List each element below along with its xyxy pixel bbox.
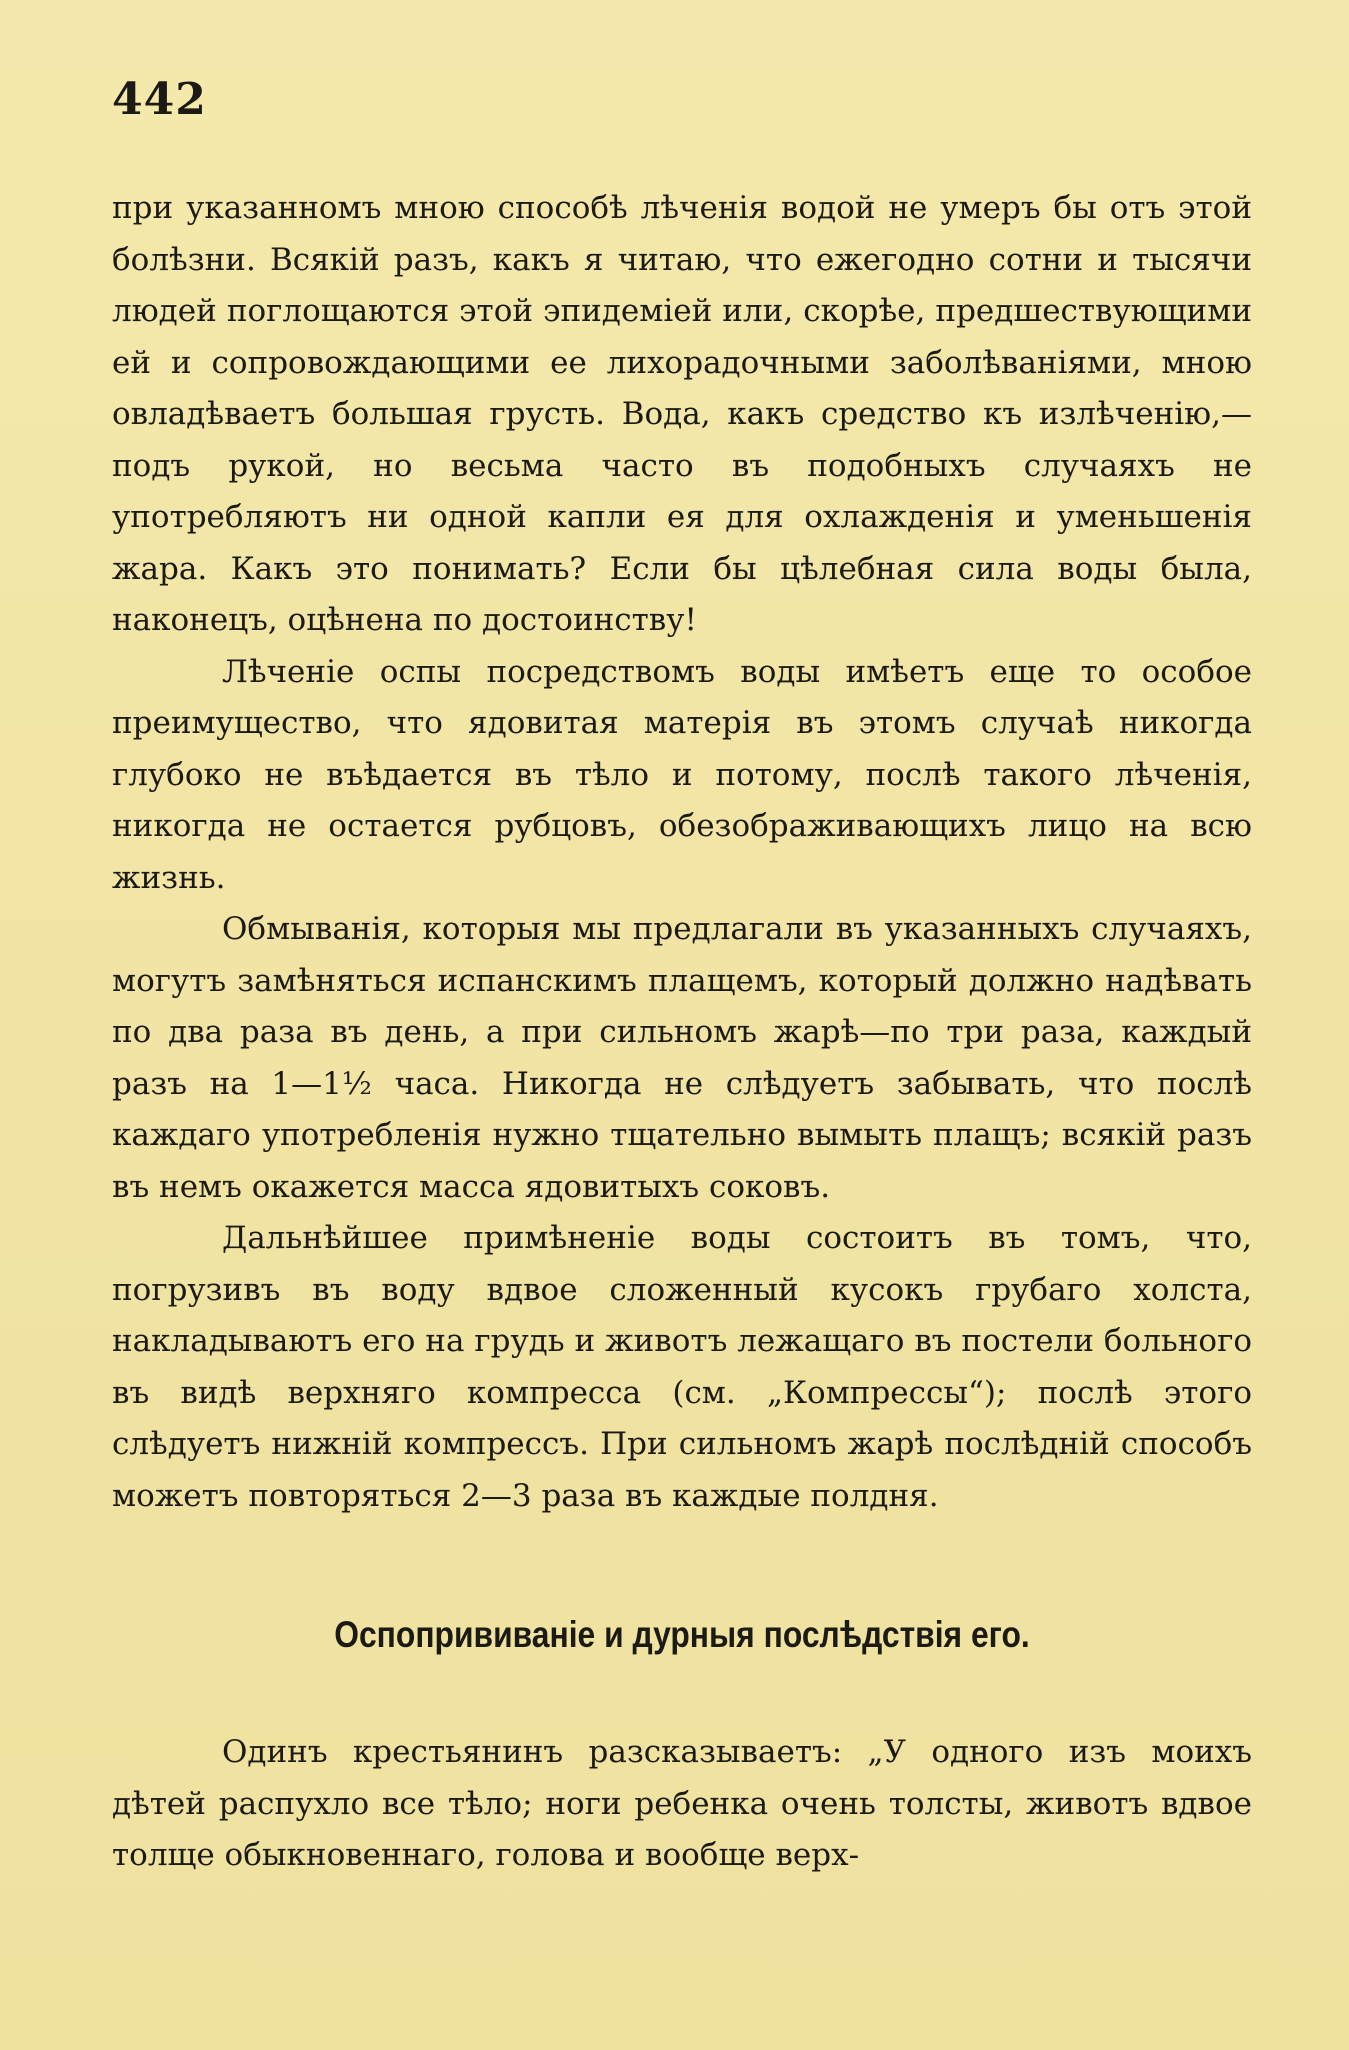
page-number: 442 [112,74,207,125]
paragraph: Дальнѣйшее примѣненіе воды состоитъ въ томъ, что, погрузивъ въ воду вдвое сложенный кусокъ грубаго холста, накладываютъ его на грудь и животъ лежащаго въ постели больного въ видѣ верхняго компресса (см. „Компрессы“); послѣ этого слѣдуетъ нижній компрессъ. При сильномъ жарѣ послѣдній способъ можетъ повторяться 2—3 раза въ каждые полдня. [112,1220,1252,1514]
paragraph: Лѣченіе оспы посредствомъ воды имѣетъ еще то особое преимущество, что ядовитая матерія въ этомъ случаѣ никогда глубоко не въѣдается въ тѣло и потому, послѣ такого лѣченія, никогда не остается рубцовъ, обезображивающихъ лицо на всю жизнь. [112,653,1252,896]
body-text [112,183,1252,1522]
paragraph: Обмыванія, которыя мы предлагали въ указанныхъ случаяхъ, могутъ замѣняться испанскимъ плащемъ, который должно надѣвать по два раза въ день, а при сильномъ жарѣ—по три раза, каждый разъ на 1—1½ часа. Никогда не слѣдуетъ забывать, что послѣ каждаго употребленія нужно тщательно вымыть плащъ; всякій разъ въ немъ окажется масса ядовитыхъ соковъ. [112,911,1252,1205]
paragraph: при указанномъ мною способѣ лѣченія водой не умеръ бы отъ этой болѣзни. Всякій разъ, какъ я читаю, что ежегодно сотни и тысячи людей поглощаются этой эпидеміей или, скорѣе, предшествующими ей и сопровождающими ее лихорадочными заболѣваніями, мною овладѣваетъ большая грусть. Вода, какъ средство къ излѣченію,—подъ рукой, но весьма часто въ подобныхъ случаяхъ не употребляютъ ни одной капли ея для охлажденія и уменьшенія жара. Какъ это понимать? Если бы цѣлебная сила воды была, наконецъ, оцѣнена по достоинству! [112,190,1252,638]
paragraph: Одинъ крестьянинъ разсказываетъ: „У одного изъ моихъ дѣтей распухло все тѣло; ноги ребенка очень толсты, животъ вдвое толще обыкновеннаго, голова и вообще верх- [112,1734,1252,1873]
section-body-text [112,1727,1252,1882]
section-heading: Оспoпрививаніе и дурныя послѣдствія его. [334,1614,1030,1655]
